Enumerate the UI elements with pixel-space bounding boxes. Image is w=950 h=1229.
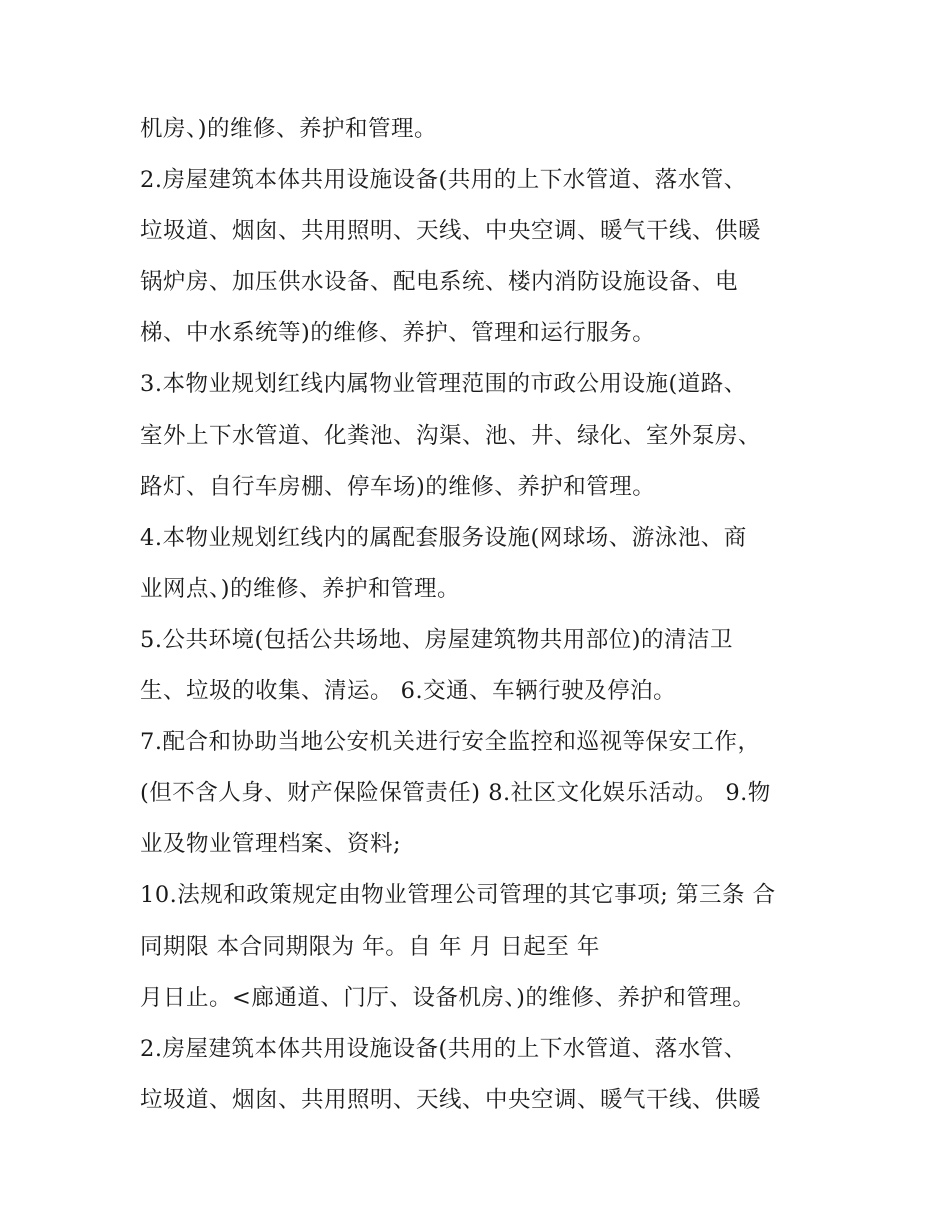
document-body — [140, 108, 830, 1130]
text-line: 2.房屋建筑本体共用设施设备(共用的上下水管道、落水管、 — [140, 167, 747, 194]
text-line: 梯、中水系统等)的维修、养护、管理和运行服务。 — [140, 320, 656, 347]
text-line: 室外上下水管道、化粪池、沟渠、池、井、绿化、室外泵房、 — [140, 422, 762, 449]
text-line: 7.配合和协助当地公安机关进行安全监控和巡视等保安工作， — [140, 729, 761, 756]
text-line: 生、垃圾的收集、清运。 6.交通、车辆行驶及停泊。 — [140, 678, 677, 705]
text-line: 4.本物业规划红线内的属配套服务设施(网球场、游泳池、商 — [140, 524, 747, 551]
text-line: 锅炉房、加压供水设备、配电系统、楼内消防设施设备、电 — [140, 269, 739, 296]
text-line: 2.房屋建筑本体共用设施设备(共用的上下水管道、落水管、 — [140, 1035, 747, 1062]
text-line: 3.本物业规划红线内属物业管理范围的市政公用设施(道路、 — [140, 371, 747, 398]
text-line: 10.法规和政策规定由物业管理公司管理的其它事项; 第三条 合 — [140, 882, 776, 909]
text-line: 垃圾道、烟囱、共用照明、天线、中央空调、暖气干线、供暖 — [140, 218, 762, 245]
text-line: 5.公共环境(包括公共场地、房屋建筑物共用部位)的清洁卫 — [140, 626, 734, 653]
text-line: (但不含人身、财产保险保管责任) 8.社区文化娱乐活动。 9.物 — [140, 780, 771, 807]
text-line: 月日止。<廊通道、门厅、设备机房、)的维修、养护和管理。 — [140, 984, 756, 1011]
text-line: 机房、)的维修、养护和管理。 — [140, 116, 438, 142]
text-line: 业网点、)的维修、养护和管理。 — [140, 575, 461, 602]
text-line: 垃圾道、烟囱、共用照明、天线、中央空调、暖气干线、供暖 — [140, 1086, 762, 1113]
text-line: 路灯、自行车房棚、停车场)的维修、养护和管理。 — [140, 473, 656, 500]
text-line: 业及物业管理档案、资料; — [140, 831, 402, 858]
text-line: 同期限 本合同期限为 年。自 年 月 日起至 年 — [140, 933, 600, 960]
